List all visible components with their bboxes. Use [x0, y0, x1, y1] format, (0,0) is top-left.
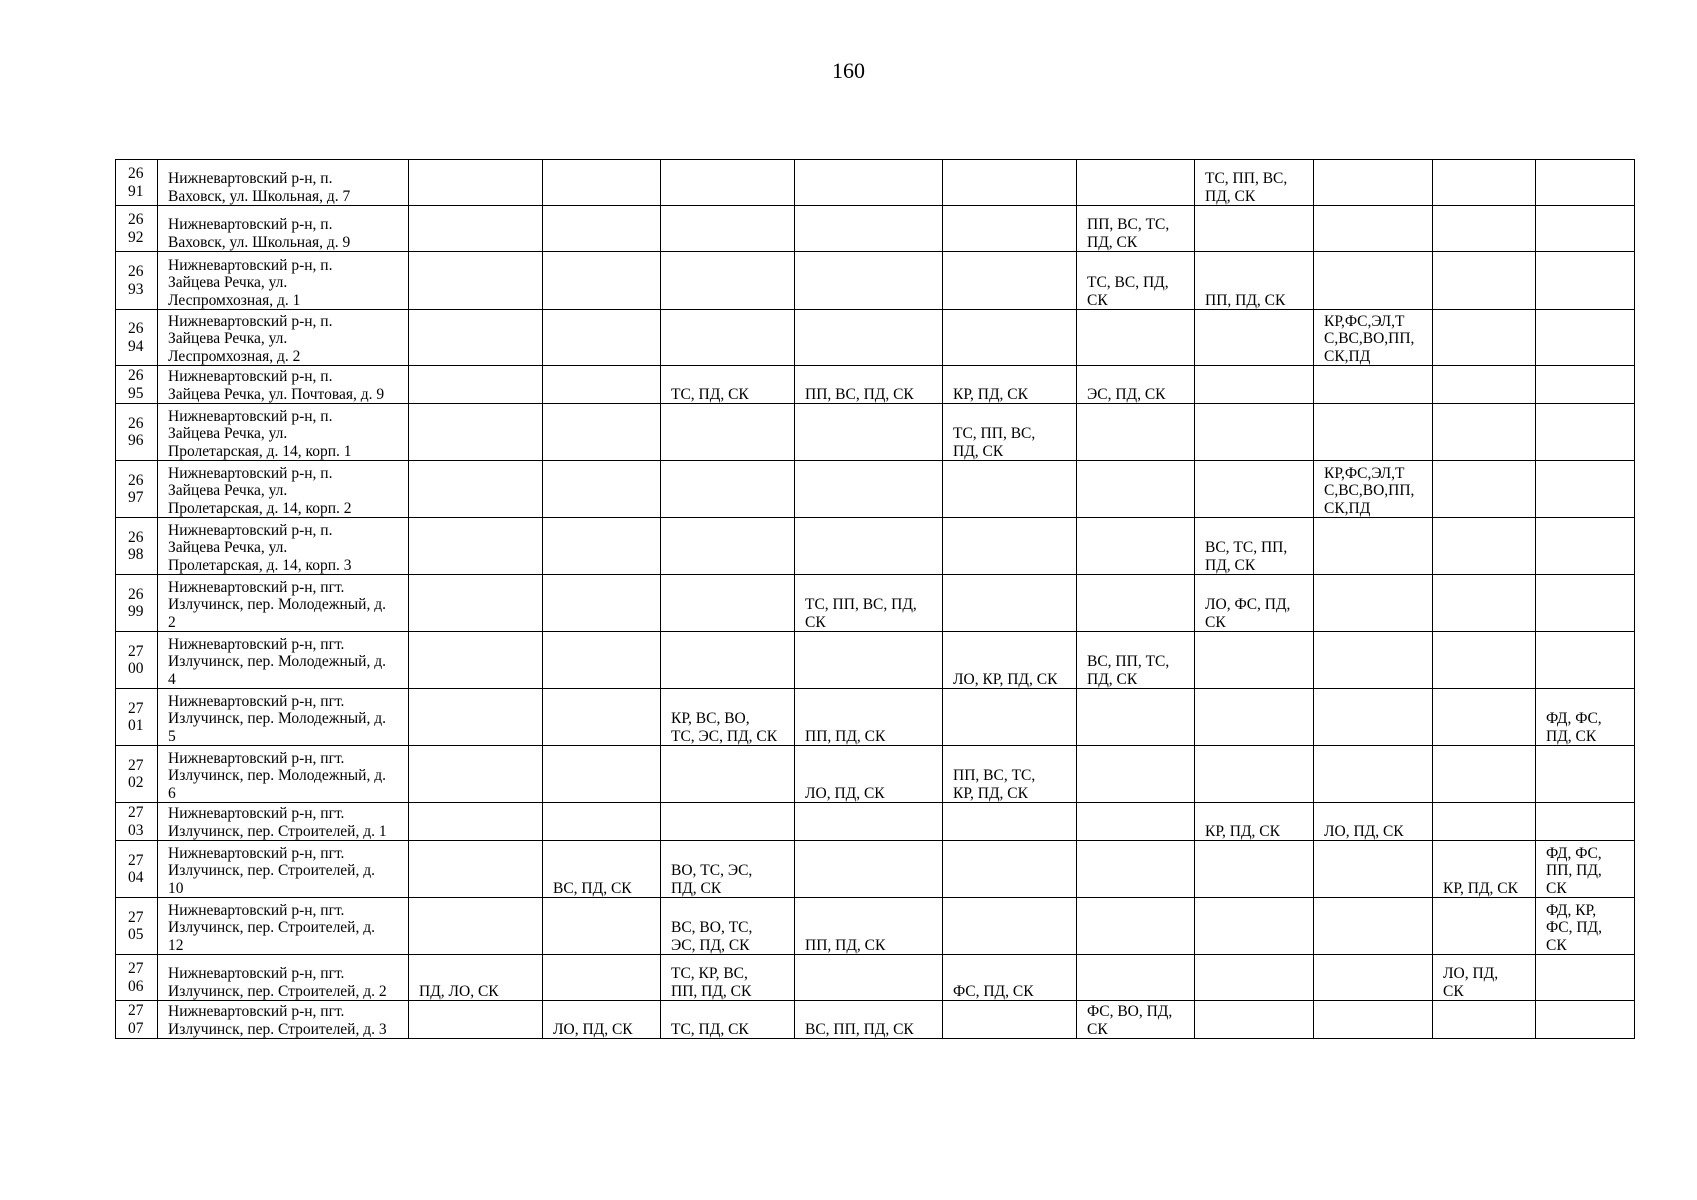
work-types-cell	[1195, 461, 1314, 518]
table-row	[116, 518, 1635, 575]
address-cell: Нижневартовский р-н, п. Ваховск, ул. Школьная, д. 7	[158, 160, 409, 206]
work-types-cell	[1536, 632, 1635, 689]
table-row	[116, 206, 1635, 252]
row-number: 27 06	[116, 955, 158, 1001]
work-types-cell	[795, 160, 943, 206]
work-types-cell	[1314, 841, 1433, 898]
table-row	[116, 252, 1635, 310]
work-types-cell	[1536, 160, 1635, 206]
row-number: 27 01	[116, 689, 158, 746]
work-types-cell	[1314, 1001, 1433, 1039]
work-types-cell	[543, 632, 661, 689]
work-types-cell	[661, 461, 795, 518]
work-types-cell	[1195, 404, 1314, 461]
work-types-cell	[943, 310, 1077, 366]
work-types-cell: ВС, ПП, ПД, СК	[795, 1001, 943, 1039]
row-number: 27 05	[116, 898, 158, 955]
work-types-cell	[409, 689, 543, 746]
work-types-cell	[543, 310, 661, 366]
work-types-cell	[543, 518, 661, 575]
address-cell: Нижневартовский р-н, п. Зайцева Речка, ул. Пролетарская, д. 14, корп. 1	[158, 404, 409, 461]
work-types-cell: ПП, ВС, ТС, ПД, СК	[1077, 206, 1195, 252]
work-types-cell: ПП, ПД, СК	[795, 898, 943, 955]
work-types-cell	[795, 955, 943, 1001]
work-types-cell	[795, 518, 943, 575]
row-number: 26 92	[116, 206, 158, 252]
work-types-cell	[795, 404, 943, 461]
work-types-cell	[409, 366, 543, 404]
row-number: 27 00	[116, 632, 158, 689]
work-types-cell	[409, 803, 543, 841]
work-types-cell	[409, 160, 543, 206]
address-cell: Нижневартовский р-н, пгт. Излучинск, пер. Молодежный, д. 6	[158, 746, 409, 803]
work-types-cell: КР, ПД, СК	[1195, 803, 1314, 841]
work-types-cell: ЛО, ПД, СК	[543, 1001, 661, 1039]
work-types-cell: ВС, ТС, ПП, ПД, СК	[1195, 518, 1314, 575]
work-types-cell	[1536, 518, 1635, 575]
work-types-cell	[943, 689, 1077, 746]
row-number: 26 93	[116, 252, 158, 310]
address-cell: Нижневартовский р-н, пгт. Излучинск, пер. Строителей, д. 10	[158, 841, 409, 898]
table-row	[116, 841, 1635, 898]
work-types-cell	[1077, 404, 1195, 461]
work-types-cell	[1433, 252, 1536, 310]
work-types-cell: ЛО, ПД, СК	[1314, 803, 1433, 841]
work-types-cell	[795, 841, 943, 898]
work-types-cell	[943, 160, 1077, 206]
work-types-cell	[795, 206, 943, 252]
work-types-cell	[795, 310, 943, 366]
work-types-cell	[1536, 206, 1635, 252]
work-types-cell	[1536, 366, 1635, 404]
address-cell: Нижневартовский р-н, п. Зайцева Речка, ул. Пролетарская, д. 14, корп. 2	[158, 461, 409, 518]
work-types-cell	[543, 898, 661, 955]
address-cell: Нижневартовский р-н, п. Зайцева Речка, ул. Леспромхозная, д. 2	[158, 310, 409, 366]
work-types-cell: ТС, ПП, ВС, ПД, СК	[943, 404, 1077, 461]
work-types-cell	[943, 252, 1077, 310]
work-types-cell	[1314, 366, 1433, 404]
work-types-cell	[1433, 898, 1536, 955]
work-types-cell	[1433, 632, 1536, 689]
work-types-cell	[1195, 366, 1314, 404]
work-types-cell	[1195, 955, 1314, 1001]
work-types-cell	[943, 575, 1077, 632]
work-types-cell: ПП, ПД, СК	[795, 689, 943, 746]
work-types-cell	[1536, 575, 1635, 632]
work-types-cell	[1195, 898, 1314, 955]
work-types-cell	[943, 841, 1077, 898]
table-row	[116, 404, 1635, 461]
row-number: 26 98	[116, 518, 158, 575]
work-types-cell	[543, 206, 661, 252]
work-types-cell	[543, 461, 661, 518]
row-number: 26 94	[116, 310, 158, 366]
work-types-cell	[1536, 803, 1635, 841]
table-row	[116, 461, 1635, 518]
work-types-cell	[1195, 1001, 1314, 1039]
work-types-cell	[543, 689, 661, 746]
work-types-cell: ТС, ВС, ПД, СК	[1077, 252, 1195, 310]
table-row	[116, 689, 1635, 746]
row-number: 26 95	[116, 366, 158, 404]
work-types-cell	[1433, 366, 1536, 404]
work-types-cell	[409, 518, 543, 575]
table-body	[116, 160, 1635, 1039]
work-types-cell	[409, 461, 543, 518]
work-types-cell: ФД, ФС, ПП, ПД, СК	[1536, 841, 1635, 898]
work-types-cell	[543, 575, 661, 632]
work-types-cell: ЛО, ФС, ПД, СК	[1195, 575, 1314, 632]
work-types-cell: ЛО, ПД, СК	[795, 746, 943, 803]
work-types-cell	[543, 746, 661, 803]
work-types-cell	[1536, 1001, 1635, 1039]
work-types-cell	[1536, 461, 1635, 518]
work-types-cell	[1433, 746, 1536, 803]
work-types-cell	[1536, 955, 1635, 1001]
work-types-cell	[661, 632, 795, 689]
work-types-cell	[795, 803, 943, 841]
work-types-cell	[661, 206, 795, 252]
address-cell: Нижневартовский р-н, пгт. Излучинск, пер. Строителей, д. 2	[158, 955, 409, 1001]
work-types-cell	[1077, 518, 1195, 575]
work-types-cell: ЛО, КР, ПД, СК	[943, 632, 1077, 689]
work-types-cell	[795, 632, 943, 689]
work-types-cell: ФД, КР, ФС, ПД, СК	[1536, 898, 1635, 955]
work-types-cell	[1314, 746, 1433, 803]
work-types-cell	[661, 160, 795, 206]
work-types-cell	[409, 206, 543, 252]
work-types-cell	[1536, 310, 1635, 366]
work-types-cell	[661, 518, 795, 575]
work-types-cell	[661, 310, 795, 366]
work-types-cell	[1195, 746, 1314, 803]
work-types-cell: ТС, КР, ВС, ПП, ПД, СК	[661, 955, 795, 1001]
table-row	[116, 310, 1635, 366]
work-types-cell	[409, 575, 543, 632]
work-types-cell	[1433, 689, 1536, 746]
table-row	[116, 366, 1635, 404]
work-types-cell	[1195, 632, 1314, 689]
work-types-cell	[1314, 160, 1433, 206]
address-cell: Нижневартовский р-н, пгт. Излучинск, пер. Молодежный, д. 4	[158, 632, 409, 689]
work-types-cell	[543, 366, 661, 404]
work-types-cell	[1077, 841, 1195, 898]
work-types-cell	[1077, 955, 1195, 1001]
work-types-cell: ФС, ПД, СК	[943, 955, 1077, 1001]
row-number: 27 07	[116, 1001, 158, 1039]
work-types-cell	[661, 746, 795, 803]
table-row	[116, 160, 1635, 206]
table-row	[116, 955, 1635, 1001]
work-types-cell: ПП, ВС, ПД, СК	[795, 366, 943, 404]
work-types-cell	[1536, 404, 1635, 461]
work-types-cell	[943, 206, 1077, 252]
work-types-cell: ВС, ПД, СК	[543, 841, 661, 898]
work-types-cell	[1433, 310, 1536, 366]
work-types-cell	[1314, 898, 1433, 955]
work-types-cell	[1433, 404, 1536, 461]
work-types-cell	[543, 160, 661, 206]
work-types-cell	[409, 310, 543, 366]
work-types-cell	[1314, 206, 1433, 252]
work-types-cell: ЛО, ПД, СК	[1433, 955, 1536, 1001]
work-types-cell	[1077, 803, 1195, 841]
work-types-cell	[1195, 310, 1314, 366]
work-types-cell	[1433, 803, 1536, 841]
table-row	[116, 803, 1635, 841]
work-types-cell	[1314, 955, 1433, 1001]
work-types-cell	[543, 252, 661, 310]
page-number: 160	[832, 58, 865, 83]
work-types-cell	[1077, 310, 1195, 366]
work-types-cell: ФС, ВО, ПД, СК	[1077, 1001, 1195, 1039]
work-types-cell	[1433, 518, 1536, 575]
table-row	[116, 898, 1635, 955]
work-types-cell	[943, 1001, 1077, 1039]
address-cell: Нижневартовский р-н, п. Зайцева Речка, ул. Леспромхозная, д. 1	[158, 252, 409, 310]
work-types-cell	[409, 746, 543, 803]
work-types-cell	[661, 404, 795, 461]
table-row	[116, 1001, 1635, 1039]
work-types-cell	[943, 898, 1077, 955]
work-types-cell	[795, 252, 943, 310]
work-types-cell: ФД, ФС, ПД, СК	[1536, 689, 1635, 746]
work-types-cell	[1433, 1001, 1536, 1039]
work-types-cell	[543, 803, 661, 841]
row-number: 26 96	[116, 404, 158, 461]
work-types-cell	[1433, 575, 1536, 632]
work-types-cell	[1314, 404, 1433, 461]
address-cell: Нижневартовский р-н, пгт. Излучинск, пер. Молодежный, д. 5	[158, 689, 409, 746]
repair-schedule-table	[115, 159, 1635, 1039]
work-types-cell	[409, 252, 543, 310]
work-types-cell	[795, 461, 943, 518]
work-types-cell: ТС, ПП, ВС, ПД, СК	[795, 575, 943, 632]
work-types-cell: ПП, ВС, ТС, КР, ПД, СК	[943, 746, 1077, 803]
table-row	[116, 575, 1635, 632]
table-row	[116, 746, 1635, 803]
work-types-cell: КР, ВС, ВО, ТС, ЭС, ПД, СК	[661, 689, 795, 746]
work-types-cell	[661, 575, 795, 632]
row-number: 26 91	[116, 160, 158, 206]
work-types-cell	[1195, 841, 1314, 898]
address-cell: Нижневартовский р-н, п. Зайцева Речка, ул. Почтовая, д. 9	[158, 366, 409, 404]
work-types-cell	[1314, 575, 1433, 632]
work-types-cell	[943, 461, 1077, 518]
row-number: 26 99	[116, 575, 158, 632]
work-types-cell	[409, 404, 543, 461]
work-types-cell: ПП, ПД, СК	[1195, 252, 1314, 310]
work-types-cell	[1077, 689, 1195, 746]
work-types-cell: ТС, ПД, СК	[661, 1001, 795, 1039]
work-types-cell: ТС, ПП, ВС, ПД, СК	[1195, 160, 1314, 206]
work-types-cell: КР, ПД, СК	[1433, 841, 1536, 898]
work-types-cell: ПД, ЛО, СК	[409, 955, 543, 1001]
work-types-cell: ТС, ПД, СК	[661, 366, 795, 404]
work-types-cell	[1536, 746, 1635, 803]
work-types-cell	[543, 955, 661, 1001]
work-types-cell	[661, 803, 795, 841]
work-types-cell	[409, 898, 543, 955]
work-types-cell: ЭС, ПД, СК	[1077, 366, 1195, 404]
address-cell: Нижневартовский р-н, пгт. Излучинск, пер. Строителей, д. 12	[158, 898, 409, 955]
work-types-cell	[1314, 252, 1433, 310]
address-cell: Нижневартовский р-н, п. Ваховск, ул. Школьная, д. 9	[158, 206, 409, 252]
row-number: 27 03	[116, 803, 158, 841]
work-types-cell	[543, 404, 661, 461]
work-types-cell	[943, 803, 1077, 841]
table-row	[116, 632, 1635, 689]
row-number: 26 97	[116, 461, 158, 518]
work-types-cell	[1433, 206, 1536, 252]
work-types-cell	[1433, 160, 1536, 206]
work-types-cell	[1077, 746, 1195, 803]
work-types-cell	[1314, 689, 1433, 746]
work-types-cell	[409, 841, 543, 898]
address-cell: Нижневартовский р-н, п. Зайцева Речка, ул. Пролетарская, д. 14, корп. 3	[158, 518, 409, 575]
work-types-cell	[1314, 632, 1433, 689]
work-types-cell	[1077, 160, 1195, 206]
work-types-cell	[1077, 575, 1195, 632]
work-types-cell	[409, 632, 543, 689]
work-types-cell	[1195, 206, 1314, 252]
work-types-cell	[1077, 461, 1195, 518]
work-types-cell	[1314, 518, 1433, 575]
work-types-cell: КР,ФС,ЭЛ,Т С,ВС,ВО,ПП, СК,ПД	[1314, 461, 1433, 518]
work-types-cell: ВС, ВО, ТС, ЭС, ПД, СК	[661, 898, 795, 955]
address-cell: Нижневартовский р-н, пгт. Излучинск, пер. Молодежный, д. 2	[158, 575, 409, 632]
work-types-cell	[1433, 461, 1536, 518]
work-types-cell	[661, 252, 795, 310]
row-number: 27 02	[116, 746, 158, 803]
work-types-cell	[1536, 252, 1635, 310]
work-types-cell	[943, 518, 1077, 575]
work-types-cell: КР,ФС,ЭЛ,Т С,ВС,ВО,ПП, СК,ПД	[1314, 310, 1433, 366]
row-number: 27 04	[116, 841, 158, 898]
work-types-cell	[1195, 689, 1314, 746]
work-types-cell	[409, 1001, 543, 1039]
address-cell: Нижневартовский р-н, пгт. Излучинск, пер. Строителей, д. 1	[158, 803, 409, 841]
work-types-cell: ВС, ПП, ТС, ПД, СК	[1077, 632, 1195, 689]
work-types-cell: КР, ПД, СК	[943, 366, 1077, 404]
work-types-cell	[1077, 898, 1195, 955]
address-cell: Нижневартовский р-н, пгт. Излучинск, пер. Строителей, д. 3	[158, 1001, 409, 1039]
work-types-cell: ВО, ТС, ЭС, ПД, СК	[661, 841, 795, 898]
